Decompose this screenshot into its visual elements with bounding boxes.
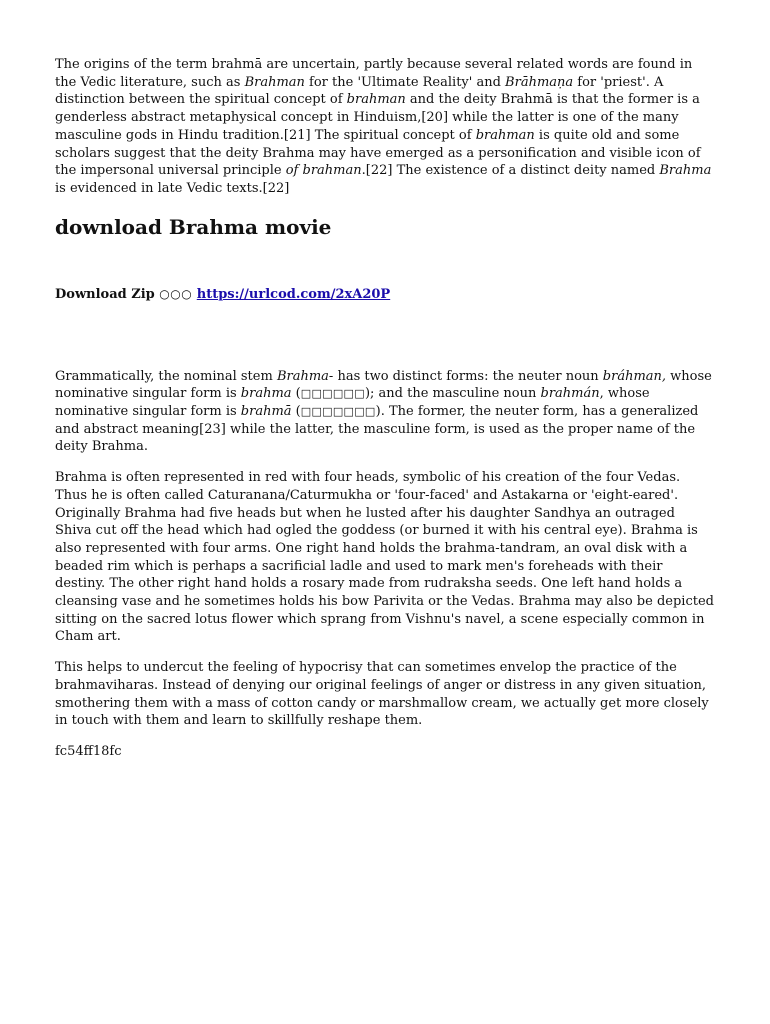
italic-term: brahman [475, 127, 535, 143]
missing-glyph-boxes: □□□□□□ [300, 387, 365, 401]
paragraph-grammar [55, 368, 715, 457]
italic-term: brahmán [540, 386, 600, 402]
text-run: ). The former, the neuter form, has a generalized and abstract meaning[23] while the latter, the masculine form, is used as the proper name of the deity Brahma. [55, 404, 699, 455]
paragraph-representation: Brahma is often represented in red with four heads, symbolic of his creation of the four Vedas. Thus he is often called Caturanana/Caturmukha or 'four-faced' and Astakarna or 'eight-eared'. Originally Brahma had five heads but when he lusted after his daughter Sandhya an outraged Shiva cut off the head which had ogled the goddess (or burned it with his central eye). Brahma is also represented with four arms. One right hand holds the brahma-tandram, an oval disk with a beaded rim which is perhaps a sacrificial ladle and used to mark men's foreheads with their destiny. The other right hand holds a rosary made from rudraksha seeds. One left hand holds a cleansing vase and he sometimes holds his bow Parivita or the Vedas. Brahma may also be depicted sitting on the sacred lotus flower which sprang from Vishnu's navel, a scene especially common in Cham art. [55, 470, 714, 645]
download-link[interactable]: https://urlcod.com/2xA20P [196, 286, 391, 302]
missing-glyph-boxes: □□□□□□□ [300, 405, 376, 419]
italic-term: bráhman, [602, 368, 667, 384]
circle-glyphs-icon: ○○○ [159, 286, 193, 301]
italic-term: Brahman [244, 74, 305, 90]
download-label: Download Zip [55, 286, 155, 302]
page-heading: download Brahma movie [55, 214, 332, 239]
text-run: ); and the masculine noun [364, 386, 541, 402]
text-run: ( [291, 404, 301, 420]
download-line [55, 285, 714, 304]
text-run: whose nominative singular form is [55, 368, 712, 402]
text-run: and the deity Brahmā is that the former is a genderless abstract metaphysical concept in Hinduism,[20] while the latter is one of the many masculine gods in Hindu tradition.[21] The spiritual concept of [55, 92, 700, 143]
text-run: Grammatically, the nominal stem [55, 368, 277, 384]
italic-term: Brāhmaṇa [505, 74, 574, 90]
italic-term: Brahma [659, 163, 712, 179]
text-run: is quite old and some scholars suggest that the deity Brahma may have emerged as a personification and visible icon of the impersonal universal principle [55, 127, 701, 179]
paragraph-brahmaviharas: This helps to undercut the feeling of hypocrisy that can sometimes envelop the practice of the brahmaviharas. Instead of denying our original feelings of anger or distress in any given situation, smothering them with a mass of cotton candy or marshmallow cream, we actually get more closely in touch with them and learn to skillfully reshape them. [55, 660, 709, 729]
footer-code: fc54ff18fc [55, 743, 122, 759]
italic-term: brahman [346, 92, 406, 108]
paragraph-origins [55, 56, 715, 198]
text-run: for the 'Ultimate Reality' and [304, 74, 506, 90]
text-run: for 'priest'. A distinction between the spiritual concept of [55, 74, 664, 108]
text-run: The origins of the term brahmā are uncertain, partly because several related words are found in the Vedic literature, such as [55, 57, 693, 90]
text-run: ( [291, 386, 301, 402]
text-run: is evidenced in late Vedic texts.[22] [55, 180, 290, 196]
text-run: , whose nominative singular form is [55, 386, 650, 420]
text-run: .[22] The existence of a distinct deity named [361, 163, 660, 179]
italic-term: brahmā [240, 404, 292, 420]
italic-term: Brahma- [276, 368, 334, 384]
italic-term: of brahman [285, 163, 362, 179]
text-run: has two distinct forms: the neuter noun [333, 368, 603, 384]
italic-term: brahma [240, 386, 292, 402]
